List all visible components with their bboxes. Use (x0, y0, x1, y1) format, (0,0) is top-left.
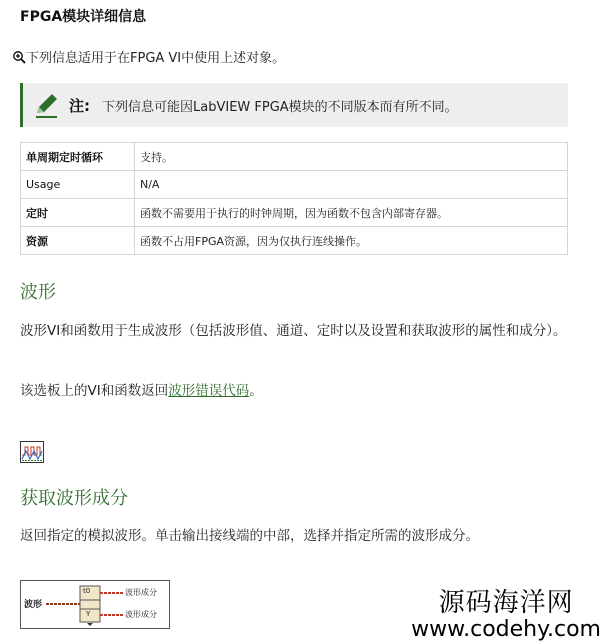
watermark-url: www.codehy.com (411, 617, 601, 642)
diagram-terminal-top: t0 (83, 587, 91, 595)
get-components-heading: 获取波形成分 (20, 488, 128, 509)
property-key: Usage (21, 171, 135, 199)
properties-table (20, 142, 568, 255)
diagram-input-label: 波形 (24, 600, 43, 610)
page-title: FPGA模块详细信息 (20, 9, 147, 25)
table-row (21, 199, 568, 227)
waveform-error-codes-link[interactable]: 波形错误代码 (168, 383, 250, 399)
property-value: 支持。 (135, 143, 568, 171)
waveform-errors-line (20, 380, 263, 403)
property-key: 单周期定时循环 (21, 143, 135, 171)
watermark-chinese: 源码海洋网 (438, 588, 574, 618)
waveform-errors-suffix: 。 (249, 383, 263, 399)
diagram-output-top: 波形成分 (125, 588, 157, 597)
property-key: 资源 (21, 227, 135, 255)
zoom-cursor-icon (12, 50, 26, 64)
watermark (411, 582, 601, 642)
intro-text: 下列信息适用于在FPGA VI中使用上述对象。 (26, 51, 286, 66)
note-label: 注: (69, 96, 90, 115)
property-key: 定时 (21, 199, 135, 227)
waveform-errors-prefix: 该选板上的VI和函数返回 (20, 383, 169, 399)
diagram-output-bottom: 波形成分 (125, 610, 157, 619)
property-value: N/A (135, 171, 568, 199)
waveform-heading: 波形 (20, 282, 56, 303)
property-value: 函数不需要用于执行的时钟周期，因为函数不包含内部寄存器。 (135, 199, 568, 227)
pencil-icon (31, 90, 61, 120)
table-row (21, 143, 568, 171)
waveform-palette-icon[interactable] (20, 441, 44, 463)
table-row (21, 171, 568, 199)
get-components-description: 返回指定的模拟波形。单击输出接线端的中部，选择并指定所需的波形成分。 (20, 528, 479, 544)
connector-diagram (20, 580, 170, 630)
note-box (20, 83, 568, 127)
property-value: 函数不占用FPGA资源，因为仅执行连线操作。 (135, 227, 568, 255)
table-row (21, 227, 568, 255)
diagram-terminal-bottom: Y (86, 610, 91, 618)
note-text: 下列信息可能因LabVIEW FPGA模块的不同版本而有所不同。 (102, 99, 458, 115)
intro-line (12, 47, 285, 66)
waveform-description: 波形VI和函数用于生成波形（包括波形值、通道、定时以及设置和获取波形的属性和成分）。 (20, 323, 567, 339)
